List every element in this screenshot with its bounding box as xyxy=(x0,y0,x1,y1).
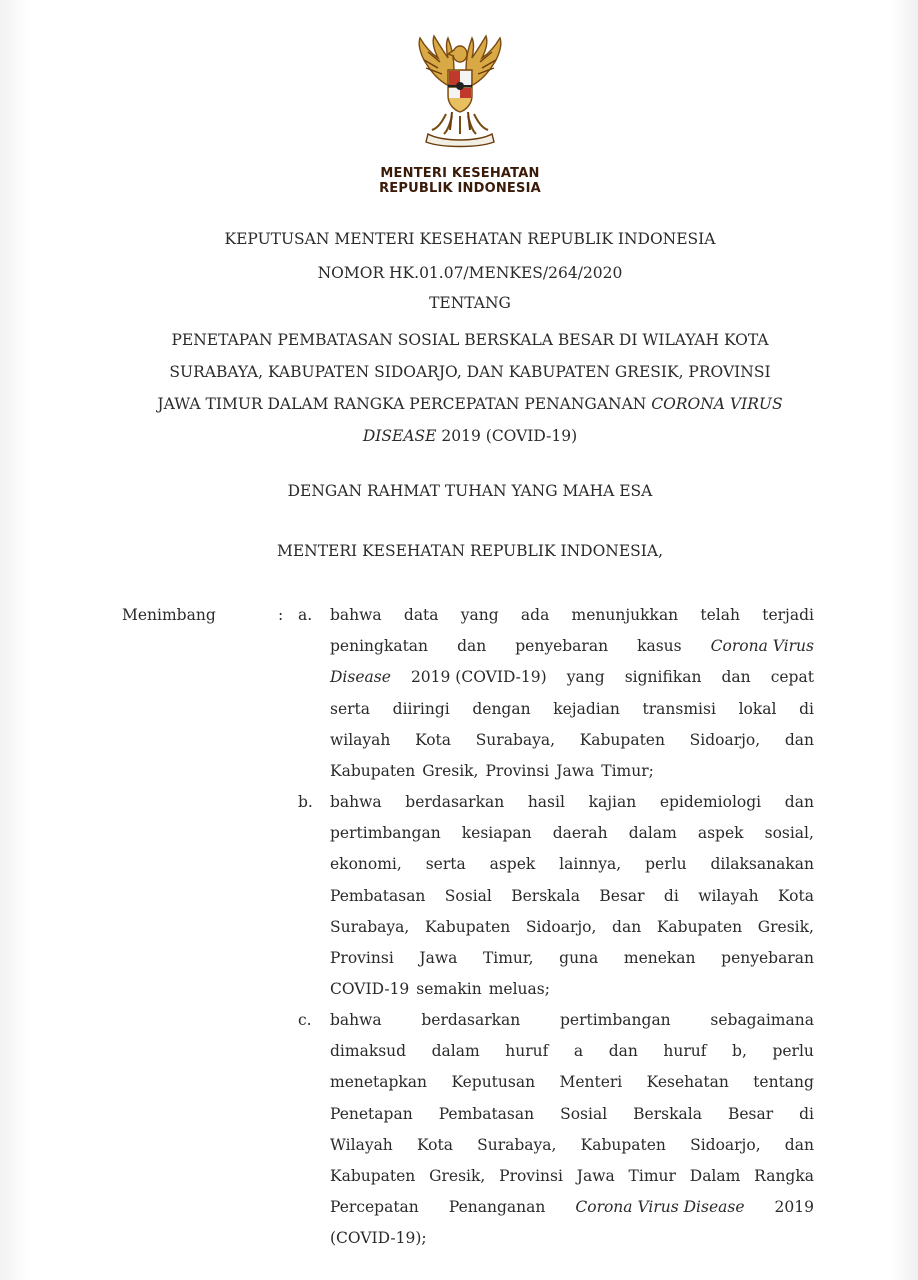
item-2-line xyxy=(330,818,814,849)
word: pertimbangan xyxy=(559,1011,671,1029)
word: a xyxy=(573,1042,584,1061)
word: kasus xyxy=(637,637,682,656)
word: dan xyxy=(612,917,642,936)
word: di xyxy=(799,1104,814,1123)
word: Kabupaten xyxy=(580,1135,666,1154)
word: pertimbangan xyxy=(330,824,441,843)
word: peningkatan xyxy=(330,637,429,656)
word: dan xyxy=(608,1042,638,1061)
invocation: DENGAN RAHMAT TUHAN YANG MAHA ESA xyxy=(287,482,653,500)
item-1-line xyxy=(330,694,814,725)
word: Berskala xyxy=(511,886,580,905)
word: Sidoarjo, xyxy=(525,917,597,936)
word: Wilayah xyxy=(330,1135,393,1154)
word: Kabupaten xyxy=(424,917,511,936)
item-1-line xyxy=(330,631,814,662)
item-letter-2: b. xyxy=(298,793,313,811)
item-2-line xyxy=(330,912,814,943)
word: lainnya, xyxy=(559,855,622,874)
word: yang xyxy=(460,606,499,624)
subject-line-1: PENETAPAN PEMBATASAN SOSIAL BERSKALA BESAR DI WILAYAH KOTA xyxy=(171,331,769,349)
item-3-line xyxy=(330,1192,814,1223)
word: Jawa xyxy=(556,761,595,780)
item-3-line xyxy=(330,1099,814,1130)
garuda-emblem-icon xyxy=(402,30,518,150)
ministry-letterhead xyxy=(330,166,590,196)
item-3-line xyxy=(330,1223,814,1254)
word: dan xyxy=(784,730,814,749)
subject-line-3-italic: CORONA VIRUS xyxy=(651,395,783,413)
item-letter-3: c. xyxy=(298,1011,312,1029)
word: Gresik, xyxy=(422,761,479,780)
word: Keputusan xyxy=(451,1073,536,1092)
word: Kabupaten xyxy=(656,917,743,936)
word: lokal xyxy=(738,699,777,718)
word: cepat xyxy=(770,668,814,687)
word: telah xyxy=(700,606,740,624)
word: COVID-19 xyxy=(330,980,410,999)
item-body-3 xyxy=(330,1005,814,1255)
word: signifikan xyxy=(624,668,702,687)
item-3-line xyxy=(330,1161,814,1192)
subject-line-4-italic: DISEASE xyxy=(362,427,437,445)
menimbang-colon: : xyxy=(278,606,284,624)
word: aspek xyxy=(489,855,536,874)
word: Corona Virus Disease xyxy=(575,1198,745,1217)
word: Penanganan xyxy=(448,1198,546,1217)
word: aspek xyxy=(697,824,744,843)
word: Besar xyxy=(599,886,645,905)
word: Jawa xyxy=(576,1166,615,1185)
item-3-line xyxy=(330,1036,814,1067)
word: Kabupaten xyxy=(330,1166,416,1185)
word: perlu xyxy=(645,855,687,874)
word: transmisi xyxy=(642,699,716,718)
word: Timur xyxy=(628,1166,676,1185)
word: Sosial xyxy=(560,1104,608,1123)
word: menunjukkan xyxy=(571,606,679,624)
item-body-1 xyxy=(330,600,814,787)
item-letter-1: a. xyxy=(298,606,313,624)
word: berdasarkan xyxy=(405,793,505,811)
item-2-line xyxy=(330,943,814,974)
word: yang xyxy=(566,668,605,687)
word: dengan xyxy=(472,699,531,718)
word: dimaksud xyxy=(330,1042,407,1061)
word: Kota xyxy=(416,1135,453,1154)
word: Besar xyxy=(727,1104,774,1123)
word: menekan xyxy=(623,948,696,967)
word: serta xyxy=(330,699,371,718)
word: Sidoarjo, xyxy=(690,1135,761,1154)
subject-line-3-text: JAWA TIMUR DALAM RANGKA PERCEPATAN PENANGANAN xyxy=(157,395,652,413)
word: Provinsi xyxy=(485,761,550,780)
word: penyebaran xyxy=(721,948,814,967)
word: dan xyxy=(721,668,751,687)
word: dan xyxy=(457,637,487,656)
word: Kota xyxy=(777,886,814,905)
word: Kota xyxy=(415,730,452,749)
word: huruf xyxy=(663,1042,707,1061)
word: Dalam xyxy=(689,1166,741,1185)
word: Menteri xyxy=(559,1073,623,1092)
word: di xyxy=(663,886,679,905)
word: epidemiologi xyxy=(659,793,762,811)
word: bahwa xyxy=(330,1011,382,1029)
word: Gresik, xyxy=(429,1166,486,1185)
word: kejadian xyxy=(553,699,620,718)
word: data xyxy=(403,606,439,624)
item-3-line xyxy=(330,1005,814,1036)
word: Corona Virus xyxy=(710,637,814,656)
word: meluas; xyxy=(488,980,550,999)
word: berdasarkan xyxy=(421,1011,521,1029)
word: bahwa xyxy=(330,606,382,624)
word: Kabupaten xyxy=(330,761,416,780)
word: dalam xyxy=(628,824,677,843)
subject-line-2: SURABAYA, KABUPATEN SIDOARJO, DAN KABUPATEN GRESIK, PROVINSI xyxy=(169,363,771,381)
issuer: MENTERI KESEHATAN REPUBLIK INDONESIA, xyxy=(276,542,664,560)
word: diiringi xyxy=(392,699,450,718)
word: Jawa xyxy=(419,948,458,967)
item-1-line xyxy=(330,756,814,787)
word: Kabupaten xyxy=(579,730,665,749)
word: sebagaimana xyxy=(710,1011,814,1029)
word: di xyxy=(799,699,814,718)
word: 2019 (COVID-19) xyxy=(410,668,547,687)
word: kajian xyxy=(588,793,637,811)
word: hasil xyxy=(527,793,565,811)
word: Timur, xyxy=(482,948,534,967)
word: daerah xyxy=(552,824,608,843)
menimbang-label: Menimbang xyxy=(122,606,216,624)
decree-number: NOMOR HK.01.07/MENKES/264/2020 xyxy=(317,264,623,282)
item-1-line xyxy=(330,725,814,756)
word: b, xyxy=(732,1042,747,1061)
word: dalam xyxy=(431,1042,480,1061)
word: semakin xyxy=(416,980,482,999)
word: dan xyxy=(784,1135,814,1154)
word: menetapkan xyxy=(330,1073,428,1092)
item-2-line xyxy=(330,849,814,880)
word: Rangka xyxy=(754,1166,814,1185)
word: Surabaya, xyxy=(475,730,556,749)
word: serta xyxy=(425,855,466,874)
word: Surabaya, xyxy=(477,1135,557,1154)
word: Sosial xyxy=(444,886,492,905)
word: Sidoarjo, xyxy=(689,730,761,749)
word: Provinsi xyxy=(499,1166,563,1185)
word: wilayah xyxy=(330,730,391,749)
word: kesiapan xyxy=(461,824,532,843)
word: wilayah xyxy=(698,886,759,905)
word: Surabaya, xyxy=(330,917,410,936)
word: Disease xyxy=(330,668,391,687)
word: terjadi xyxy=(762,606,814,624)
word: dan xyxy=(784,793,814,811)
word: (COVID-19); xyxy=(330,1229,427,1248)
item-body-2 xyxy=(330,787,814,1005)
decree-title: KEPUTUSAN MENTERI KESEHATAN REPUBLIK INDONESIA xyxy=(224,230,716,248)
word: Timur; xyxy=(601,761,654,780)
word: Kesehatan xyxy=(646,1073,729,1092)
subject-line-3 xyxy=(110,388,830,420)
word: Provinsi xyxy=(330,948,394,967)
item-2-line xyxy=(330,974,814,1005)
word: penyebaran xyxy=(515,637,609,656)
item-2-line xyxy=(330,787,814,818)
ministry-line-1: MENTERI KESEHATAN xyxy=(380,166,540,181)
word: dilaksanakan xyxy=(710,855,814,874)
word: tentang xyxy=(753,1073,814,1092)
item-3-line xyxy=(330,1067,814,1098)
word: ada xyxy=(520,606,550,624)
item-3-line xyxy=(330,1130,814,1161)
item-1-line xyxy=(330,662,814,693)
item-2-line xyxy=(330,881,814,912)
item-1-line xyxy=(330,600,814,631)
word: Pembatasan xyxy=(330,886,426,905)
word: huruf xyxy=(505,1042,549,1061)
word: Gresik, xyxy=(757,917,814,936)
word: Percepatan xyxy=(330,1198,419,1217)
word: Penetapan xyxy=(330,1104,413,1123)
word: 2019 xyxy=(774,1198,814,1217)
word: ekonomi, xyxy=(330,855,402,874)
ministry-line-2: REPUBLIK INDONESIA xyxy=(379,181,541,196)
word: perlu xyxy=(772,1042,814,1061)
word: guna xyxy=(559,948,599,967)
subject-line-4-text: 2019 (COVID-19) xyxy=(436,427,578,445)
word: Berskala xyxy=(633,1104,702,1123)
subject-line-4 xyxy=(110,420,830,452)
word: Pembatasan xyxy=(438,1104,535,1123)
word: sosial, xyxy=(764,824,814,843)
decree-subject xyxy=(110,324,830,452)
decree-about-label: TENTANG xyxy=(429,294,511,312)
word: bahwa xyxy=(330,793,382,811)
